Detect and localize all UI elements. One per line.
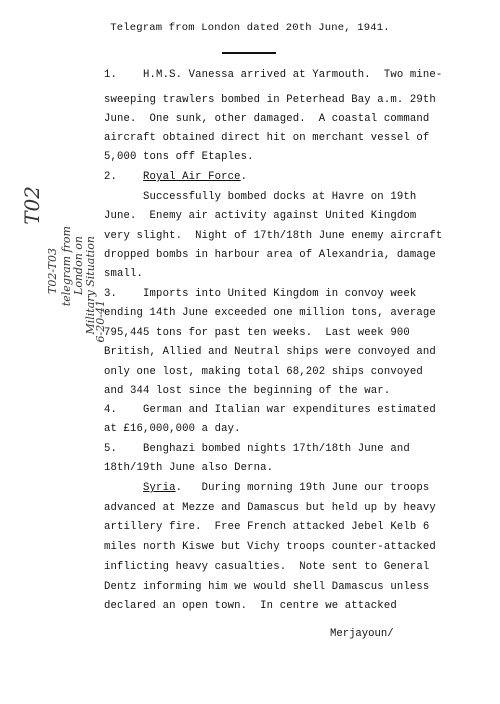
body-line: artillery fire. Free French attacked Jebel Kelb 6: [104, 521, 430, 533]
body-line: 18th/19th June also Derna.: [104, 462, 274, 474]
handwritten-date: 6-20-41: [94, 300, 107, 343]
body-line: declared an open town. In centre we attacked: [104, 600, 397, 612]
body-line: only one lost, making total 68,202 ships convoyed: [104, 366, 423, 378]
body-line: dropped bombs in harbour area of Alexandria, damage: [104, 249, 436, 261]
body-line: 4. German and Italian war expenditures estimated: [104, 404, 436, 416]
body-line: British, Allied and Neutral ships were convoyed and: [104, 346, 436, 358]
body-line: advanced at Mezze and Damascus but held up by heavy: [104, 502, 436, 514]
body-line: June. Enemy air activity against United Kingdom: [104, 210, 417, 222]
document-title: Telegram from London dated 20th June, 1941.: [110, 22, 390, 34]
body-line: inflicting heavy casualties. Note sent to General: [104, 561, 430, 573]
title-divider: [222, 52, 276, 54]
body-line: Successfully bombed docks at Havre on 19th: [104, 191, 417, 203]
body-line: and 344 lost since the beginning of the war.: [104, 385, 391, 397]
handwritten-code: T02: [20, 186, 44, 225]
handwritten-note: telegram from: [60, 226, 73, 307]
body-line: sweeping trawlers bombed in Peterhead Bay a.m. 29th: [104, 94, 436, 106]
body-line: 795,445 tons for past ten weeks. Last week 900: [104, 327, 410, 339]
body-line: Dentz informing him we would shell Damascus unless: [104, 581, 430, 593]
body-line: 1. H.M.S. Vanessa arrived at Yarmouth. Two mine-: [104, 69, 443, 81]
section-heading: Syria. During morning 19th June our troops: [143, 482, 430, 494]
body-line: 3. Imports into United Kingdom in convoy week: [104, 288, 417, 300]
body-line: at £16,000,000 a day.: [104, 423, 241, 435]
handwritten-note: London on: [72, 236, 85, 295]
handwritten-note: Military Situation: [84, 236, 97, 335]
body-line: ending 14th June exceeded one million tons, average: [104, 307, 436, 319]
body-line: very slight. Night of 17th/18th June enemy aircraft: [104, 230, 443, 242]
section-heading: 2. Royal Air Force.: [104, 171, 248, 183]
body-line: miles north Kiswe but Vichy troops counter-attacked: [104, 541, 436, 553]
body-line: 5,000 tons off Etaples.: [104, 151, 254, 163]
continuation-word: Merjayoun/: [330, 628, 394, 640]
body-line: 5. Benghazi bombed nights 17th/18th June and: [104, 443, 410, 455]
body-line: June. One sunk, other damaged. A coastal command: [104, 113, 430, 125]
body-line: aircraft obtained direct hit on merchant vessel of: [104, 132, 430, 144]
body-line: small.: [104, 268, 144, 280]
handwritten-code-range: T02-T03: [46, 248, 59, 294]
